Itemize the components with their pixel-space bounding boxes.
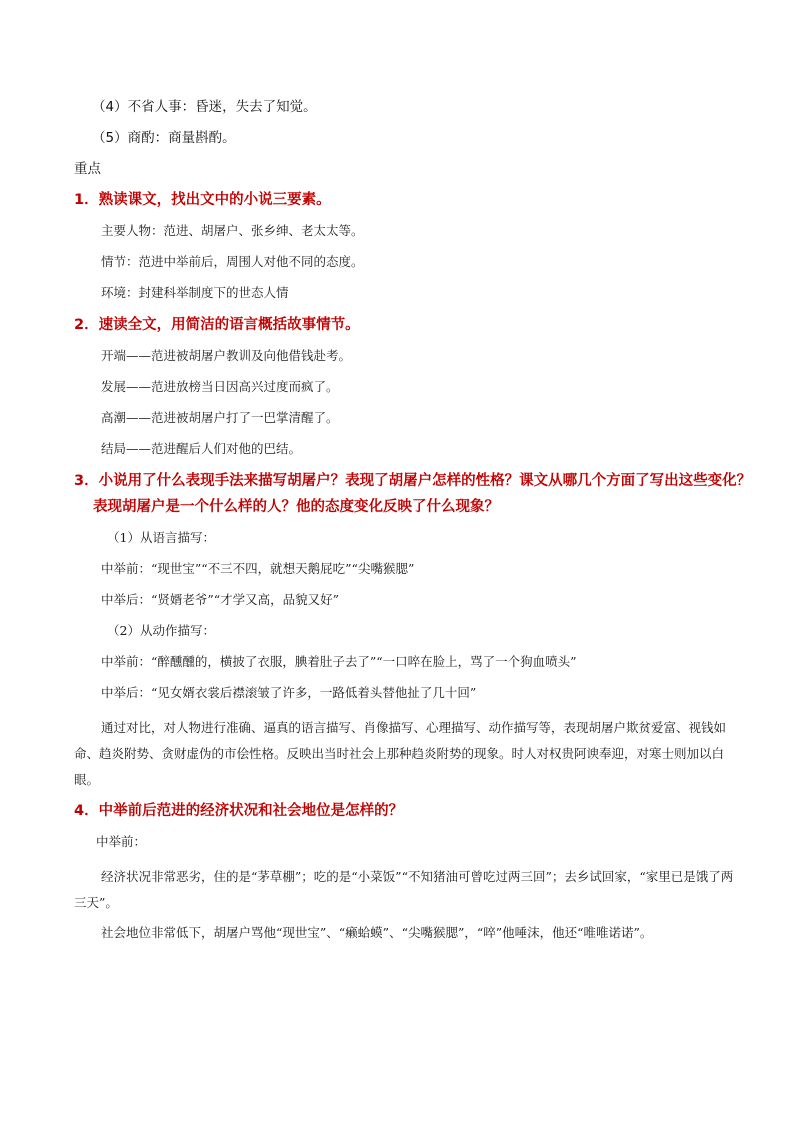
question-3-title-line2: 表现胡屠户是一个什么样的人？他的态度变化反映了什么现象？ [93,499,499,515]
vocab-item-5: （5）商酌：商量斟酌。 [92,130,236,146]
question-4-title: 4．中举前后范进的经济状况和社会地位是怎样的？ [74,803,404,819]
q3-sub-action: （2）从动作描写： [107,623,215,638]
q4-status-paragraph: 社会地位非常低下，胡屠户骂他“现世宝”、“癞蛤蟆”、“尖嘴猴腮”，“啐”他唾沫，他还“唯唯诺诺”。 [101,925,653,940]
question-3-title-line1: 3．小说用了什么表现手法来描写胡屠户？表现了胡屠户怎样的性格？课文从哪几个方面了写出这些变化？ [74,473,752,489]
q1-answer-setting: 环境：封建科举制度下的世态人情 [101,285,289,300]
q2-answer-development: 发展——范进放榜当日因高兴过度而疯了。 [101,379,339,394]
q1-answer-characters: 主要人物：范进、胡屠户、张乡绅、老太太等。 [101,223,364,238]
vocab-item-4: （4）不省人事：昏迷，失去了知觉。 [92,99,317,115]
q2-answer-ending: 结局——范进醒后人们对他的巴结。 [101,441,302,456]
question-1-title: 1．熟读课文，找出文中的小说三要素。 [74,192,331,208]
q2-answer-exposition: 开端——范进被胡屠户教训及向他借钱赴考。 [101,348,352,363]
q3-sub-language: （1）从语言描写： [107,530,215,545]
q1-answer-plot: 情节：范进中举前后，周围人对他不同的态度。 [101,254,364,269]
question-2-title: 2．速读全文，用简洁的语言概括故事情节。 [74,317,360,333]
q3-summary-paragraph: 通过对比，对人物进行准确、逼真的语言描写、肖像描写、心理描写、动作描写等，表现胡屠户欺贫爱富、视钱如命、趋炎附势、贪财虚伪的市侩性格。反映出当时社会上那种趋炎附势的现象。时人对权贵阿谀奉迎，对寒士则加以白眼。 [74,720,727,787]
q4-before-label: 中举前： [96,834,147,849]
q2-answer-climax: 高潮——范进被胡屠户打了一巴掌清醒了。 [101,410,339,425]
section-label-key-points: 重点 [74,161,101,177]
q3-action-after: 中举后：“见女婿衣裳后襟滚皱了许多，一路低着头替他扯了几十回” [101,685,477,700]
q3-action-before: 中举前：“醉醺醺的，横披了衣服，腆着肚子去了”“一口啐在脸上，骂了一个狗血喷头” [101,654,577,669]
q3-language-after: 中举后：“贤婿老爷”“才学又高，品貌又好” [101,592,340,607]
q3-language-before: 中举前：“现世宝”“不三不四，就想天鹅屁吃”“尖嘴猴腮” [101,561,415,576]
q4-economy-paragraph: 经济状况非常恶劣，住的是“茅草棚”；吃的是“小菜饭”“不知猪油可曾吃过两三回”；去乡试回家，“家里已是饿了两三天”。 [74,869,734,910]
